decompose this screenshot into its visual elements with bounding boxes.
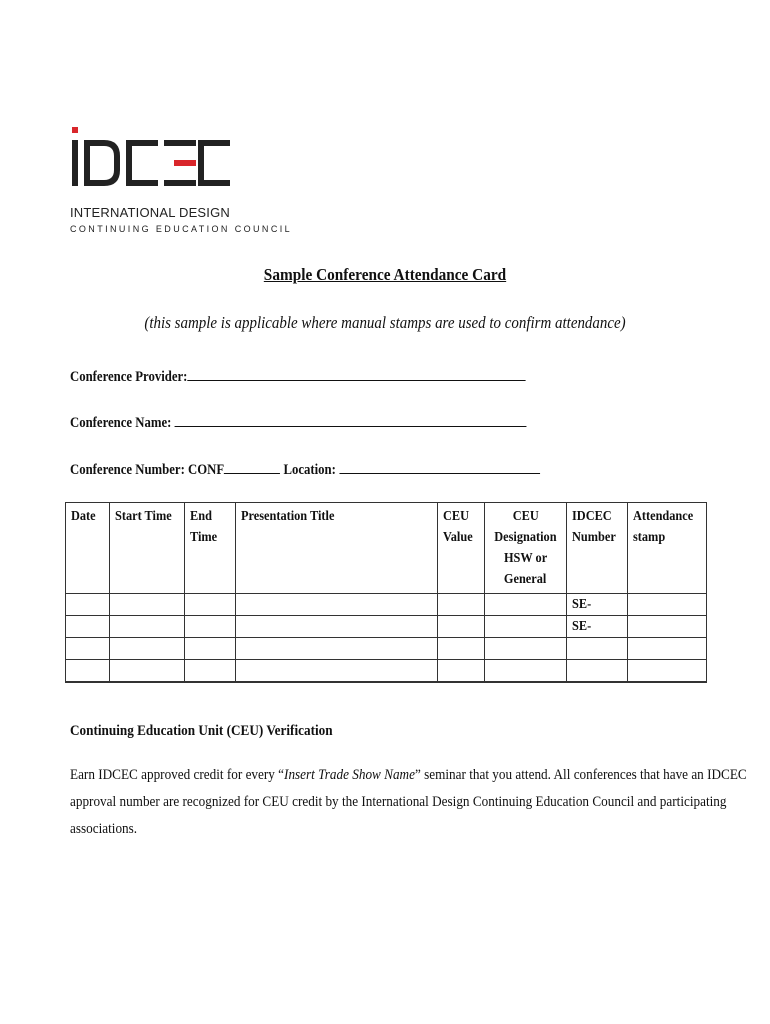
cell-presentation-title[interactable] [236,638,438,660]
cell-attendance-stamp[interactable] [627,638,706,660]
cell-start-time[interactable] [110,638,185,660]
cell-ceu-value[interactable] [437,616,484,638]
cell-idcec-number[interactable] [566,660,627,683]
page-subtitle: (this sample is applicable where manual stamps are used to confirm attendance) [144,313,626,332]
attendance-table [65,502,707,683]
location-label: Location: [283,462,336,478]
cell-start-time[interactable] [110,594,185,616]
cell-date[interactable] [66,660,110,683]
cell-idcec-number[interactable] [566,638,627,660]
conference-provider-label: Conference Provider: [70,369,188,385]
cell-ceu-designation[interactable] [484,638,566,660]
header-attendance-stamp: Attendance stamp [627,503,706,594]
cell-idcec-number[interactable]: SE- [566,594,627,616]
ceu-verification-heading: Continuing Education Unit (CEU) Verification [70,723,333,739]
cell-start-time[interactable] [110,660,185,683]
header-ceu-value: CEU Value [437,503,484,594]
table-row [66,638,707,660]
verification-line-1: Earn IDCEC approved credit for every “Insert Trade Show Name” seminar that you attend. All conferences that have an IDCEC [70,767,747,783]
logo-wordmark: IDCEC [70,125,73,126]
conference-name-field [70,412,526,432]
verification-line-2: approval number are recognized for CEU credit by the International Design Continuing Education Council and participating [70,794,727,810]
cell-date[interactable] [66,638,110,660]
cell-end-time[interactable] [185,660,236,683]
cell-end-time[interactable] [185,638,236,660]
ceu-verification-text [70,762,747,843]
cell-presentation-title[interactable] [236,616,438,638]
table-row [66,616,707,638]
cell-idcec-number[interactable]: SE- [566,616,627,638]
cell-end-time[interactable] [185,594,236,616]
cell-ceu-value[interactable] [437,660,484,683]
cell-ceu-designation[interactable] [484,660,566,683]
header-idcec-number: IDCEC Number [566,503,627,594]
cell-presentation-title[interactable] [236,660,438,683]
cell-attendance-stamp[interactable] [627,616,706,638]
header-ceu-designation: CEU Designation HSW or General [484,503,566,594]
conference-provider-blank[interactable] [187,366,525,381]
verification-line-3: associations. [70,821,138,837]
conference-provider-field [70,366,526,386]
header-date: Date [66,503,110,594]
cell-date[interactable] [66,616,110,638]
cell-start-time[interactable] [110,616,185,638]
table-header-row [66,503,707,594]
cell-ceu-value[interactable] [437,594,484,616]
cell-ceu-value[interactable] [437,638,484,660]
logo-line-1: INTERNATIONAL DESIGN [70,205,231,220]
conference-name-label: Conference Name: [70,415,172,431]
trade-show-placeholder: Insert Trade Show Name [284,767,415,783]
header-end-time: End Time [185,503,236,594]
logo-line-2: CONTINUING EDUCATION COUNCIL [70,224,293,234]
cell-presentation-title[interactable] [236,594,438,616]
cell-ceu-designation[interactable] [484,616,566,638]
header-start-time: Start Time [110,503,185,594]
conference-number-blank[interactable] [224,459,280,474]
table-row [66,594,707,616]
cell-date[interactable] [66,594,110,616]
page-title: Sample Conference Attendance Card [263,265,507,284]
conference-name-blank[interactable] [175,412,527,427]
cell-attendance-stamp[interactable] [627,594,706,616]
cell-ceu-designation[interactable] [484,594,566,616]
table-row [66,660,707,683]
header-presentation-title: Presentation Title [236,503,438,594]
idcec-logo [70,125,230,240]
location-blank[interactable] [339,459,540,474]
conference-number-label: Conference Number: CONF [70,462,225,478]
cell-end-time[interactable] [185,616,236,638]
conference-number-field [70,459,540,479]
cell-attendance-stamp[interactable] [627,660,706,683]
